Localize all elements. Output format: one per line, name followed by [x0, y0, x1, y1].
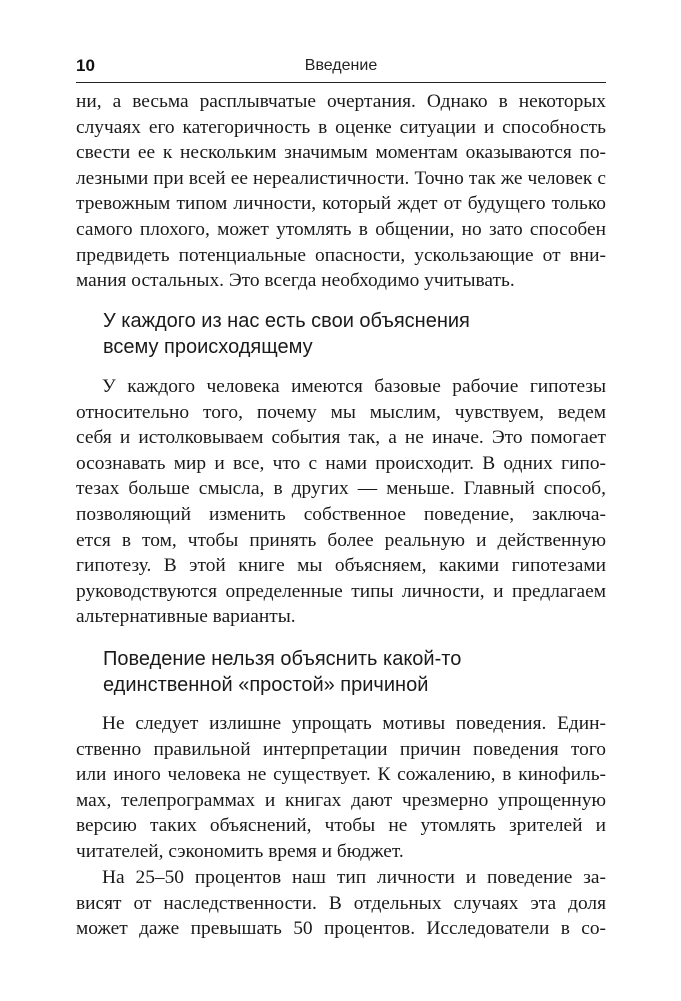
section-heading-explanations [103, 308, 603, 360]
running-title: Введение [304, 57, 378, 74]
text-line: мания остальных. Это всегда необходимо учитывать. [76, 270, 515, 292]
text-line: позволяющий изменить собственное поведение, заключа- [76, 503, 606, 525]
paragraph-hypotheses [76, 374, 606, 630]
section-heading-behavior [103, 646, 603, 698]
text-line: ни, а весьма расплывчатые очертания. Однако в некоторых [76, 91, 606, 112]
text-line: гипотезу. В этой книге мы объясняем, какими гипотезами [76, 555, 606, 577]
text-line: самого плохого, может утомлять в общении, но зато способен [76, 218, 606, 240]
text-line: На 25–50 процентов наш тип личности и поведение за- [102, 867, 606, 888]
heading-line: всему происходящему [103, 336, 313, 358]
page-header [76, 54, 606, 83]
text-line: ственно правильной интерпретации причин поведения того [76, 738, 606, 760]
paragraph-heredity [76, 865, 606, 942]
text-line: свести ее к нескольким значимым моментам оказываются по- [76, 142, 606, 164]
text-line: ется в том, чтобы принять более реальную и действенную [76, 529, 606, 551]
text-line: версию таких объяснений, чтобы не утомлять зрителей и [76, 815, 606, 837]
heading-line: Поведение нельзя объяснить какой-то [103, 648, 462, 670]
text-line: руководствуются определенные типы личности, и предлагаем [76, 580, 606, 602]
heading-line: единственной «простой» причиной [103, 674, 429, 696]
text-line: или иного человека не существует. К сожалению, в кинофиль- [76, 764, 606, 786]
text-line: висят от наследственности. В отдельных случаях эта доля [76, 892, 606, 914]
text-line: случаях его категоричность в оценке ситуации и способность [76, 116, 606, 138]
page-number: 10 [76, 56, 95, 75]
text-line: относительно того, почему мы мыслим, чувствуем, ведем [76, 401, 606, 423]
text-line: Не следует излишне упрощать мотивы поведения. Един- [102, 713, 606, 734]
text-line: альтернативные варианты. [76, 606, 296, 628]
text-line: тезах больше смысла, в других — меньше. Главный способ, [76, 478, 606, 500]
text-line: может даже превышать 50 процентов. Исследователи в со- [76, 918, 606, 940]
paragraph-continuation [76, 89, 606, 294]
paragraph-simplification [76, 711, 606, 865]
text-line: У каждого человека имеются базовые рабочие гипотезы [102, 376, 606, 397]
text-line: себя и истолковываем события так, а не иначе. Это помогает [76, 427, 606, 449]
text-line: лезными при всей ее нереалистичности. Точно так же человек с [76, 167, 606, 189]
text-line: осознавать мир и все, что с нами происходит. В одних гипо- [76, 452, 606, 474]
text-line: читателей, сэкономить время и бюджет. [76, 840, 404, 862]
text-line: мах, телепрограммах и книгах дают чрезмерно упрощенную [76, 789, 606, 811]
text-line: предвидеть потенциальные опасности, ускользающие от вни- [76, 244, 606, 266]
text-line: тревожным типом личности, который ждет от будущего только [76, 193, 606, 215]
heading-line: У каждого из нас есть свои объяснения [103, 310, 470, 332]
